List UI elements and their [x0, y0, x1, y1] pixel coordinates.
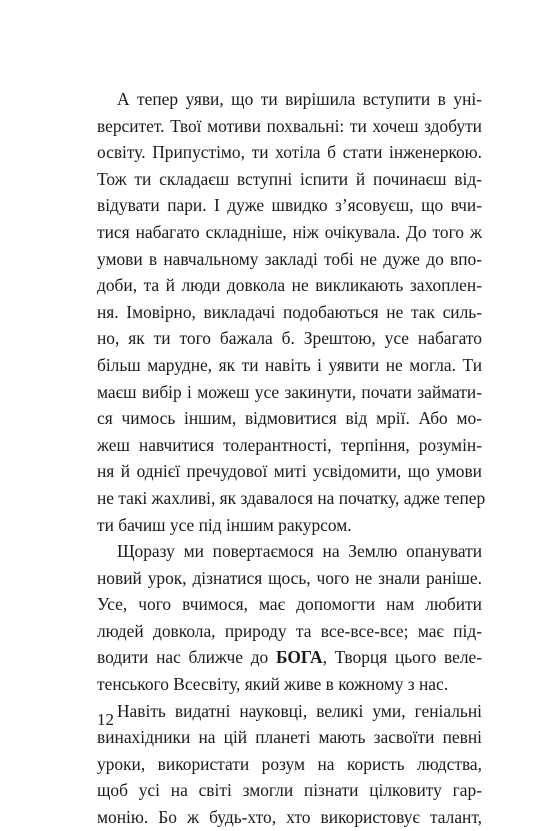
text-line: освіту. Припустімо, ти хотіла б стати інженеркою. — [97, 142, 482, 163]
text-line: більш марудне, як ти навіть і уявити не могла. Ти — [97, 354, 482, 375]
text-line: Навіть видатні науковці, великі уми, геніальні — [117, 700, 482, 721]
paragraph-1 — [97, 86, 486, 538]
page-number: 12 — [97, 710, 114, 729]
text-line: жеш навчитися толерантності, терпіння, розумін- — [97, 434, 482, 455]
paragraph-3 — [97, 698, 482, 831]
text-line: ся чимось іншим, відмовитися від мрії. Або мо- — [97, 408, 482, 429]
text-line: ня. Імовірно, викладачі подобаються не так силь- — [97, 301, 482, 322]
text-line: Тож ти складаєш вступні іспити й починаєш від- — [97, 168, 482, 189]
text-line: маєш вибір і можеш усе закинути, почати займати- — [97, 381, 482, 402]
text-line: тенського Всесвіту, який живе в кожному з нас. — [97, 674, 449, 695]
text-segment: водити нас ближче до — [97, 647, 276, 668]
text-line: ти бачиш усе під іншим ракурсом. — [97, 514, 352, 535]
text-line: умови в навчальному закладі тобі не дуже до впо- — [97, 248, 482, 269]
body-text — [97, 86, 486, 831]
text-line: уроки, використати розум на користь людства, — [97, 753, 482, 774]
text-line: монію. Бо ж будь-хто, хто використовує талант, — [97, 807, 482, 828]
text-line: доби, та й люди довкола не викликають захоплен- — [97, 275, 482, 296]
text-line: не такі жахливі, як здавалося на початку, адже тепер — [97, 487, 486, 508]
text-line: ня й однієї пречудової миті усвідомити, що умови — [97, 461, 482, 482]
text-line: верситет. Твої мотиви похвальні: ти хочеш здобути — [97, 115, 482, 136]
text-line-with-bold — [97, 644, 482, 671]
text-line: новий урок, дізнатися щось, чого не знали раніше. — [97, 567, 482, 588]
paragraph-2 — [97, 538, 482, 698]
text-line: відувати пари. І дуже швидко з’ясовуєш, що вчи- — [97, 195, 482, 216]
text-segment: , Творця цього веле- — [322, 647, 483, 668]
text-line: тися набагато складніше, ніж очікувала. До того ж — [97, 221, 482, 242]
text-line: А тепер уяви, що ти вирішила вступити в уні- — [117, 89, 482, 109]
bold-word: БОГА — [275, 647, 323, 668]
text-line: Щоразу ми повертаємося на Землю опанувати — [117, 541, 482, 562]
text-line: винахідники на цій планеті мають засвоїти певні — [97, 727, 482, 748]
text-line: людей довкола, природу та все-все-все; має під- — [97, 620, 482, 641]
text-line: но, як ти того бажала б. Зрештою, усе набагато — [97, 328, 482, 349]
text-line: щоб усі на світі змогли пізнати цілковиту гар- — [97, 780, 482, 801]
text-line: Усе, чого вчимося, має допомогти нам любити — [97, 594, 482, 615]
